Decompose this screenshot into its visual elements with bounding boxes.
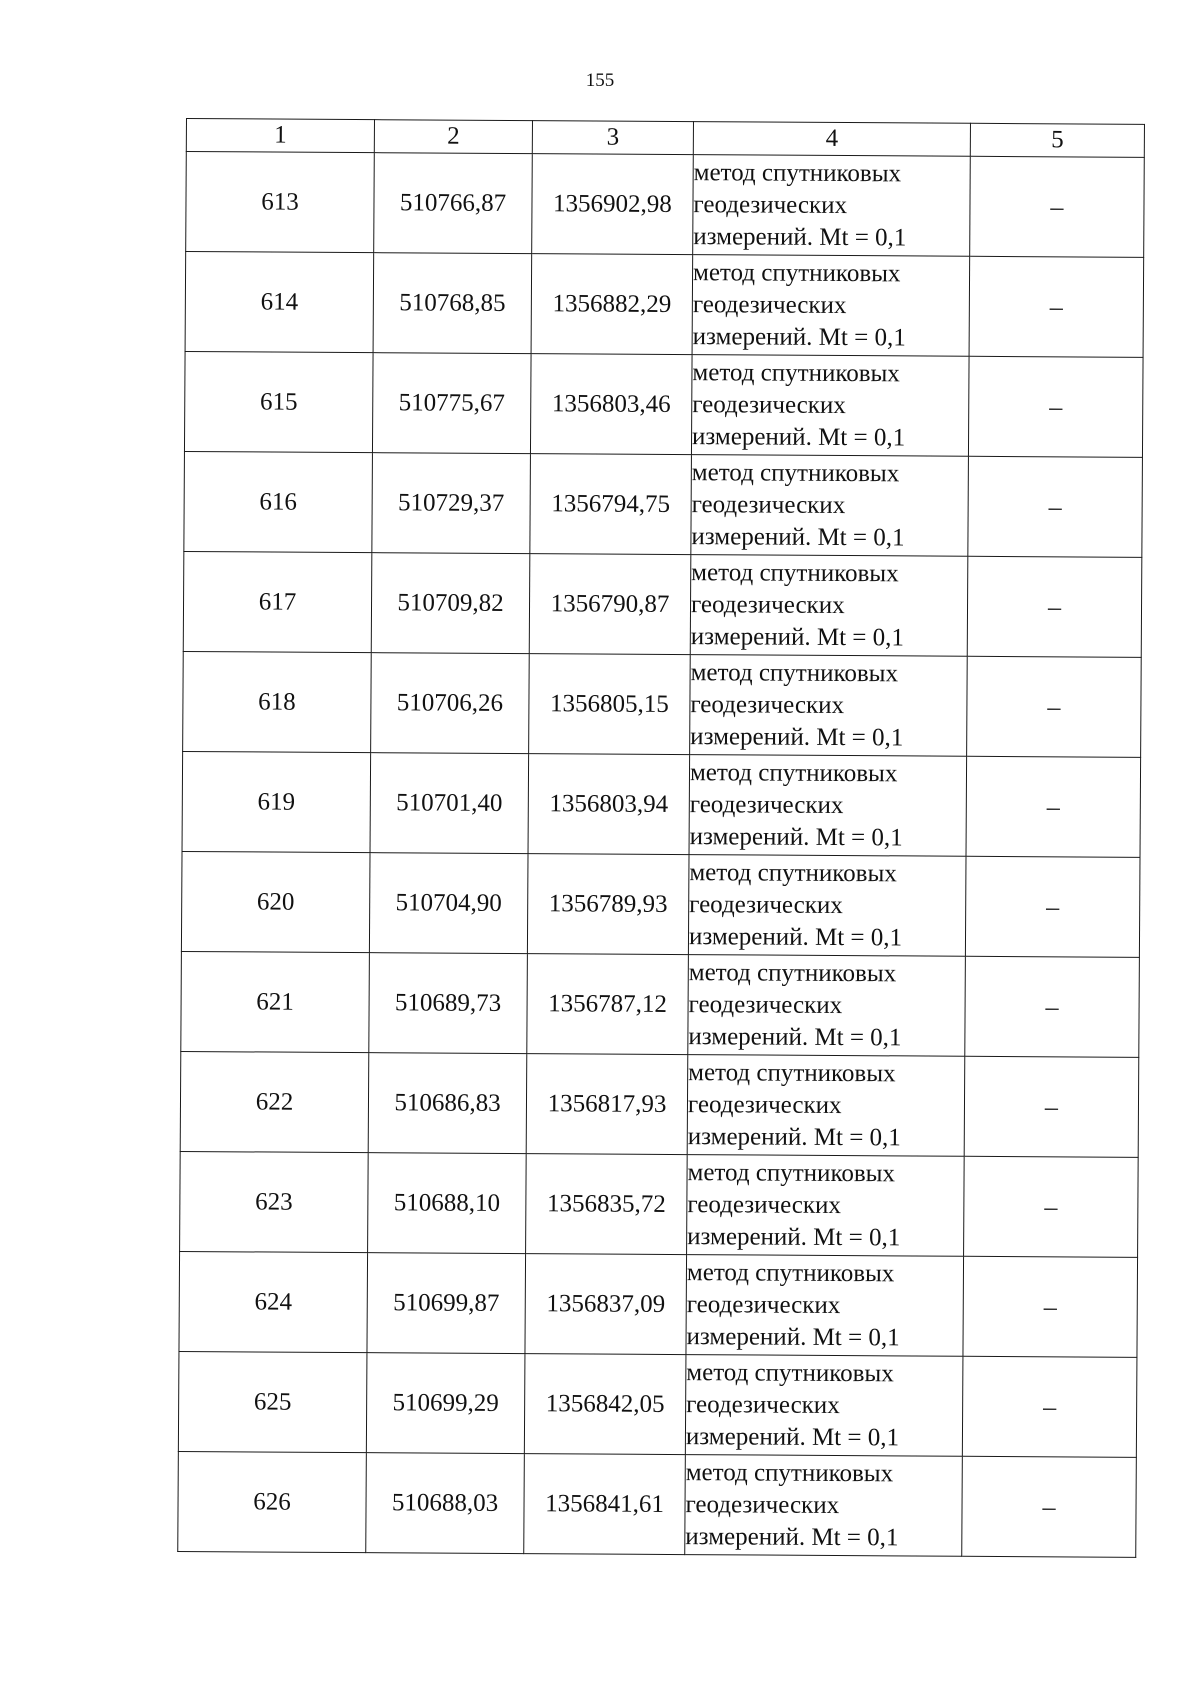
y-coordinate-cell: 1356790,87 <box>529 554 691 655</box>
method-text-line: геодезических <box>688 990 843 1019</box>
y-coordinate-cell: 1356803,94 <box>528 754 690 855</box>
point-number-cell: 613 <box>186 152 375 253</box>
method-text-line: метод спутниковых <box>686 1258 895 1287</box>
method-cell <box>685 1355 963 1457</box>
method-text-line: геодезических <box>687 1190 842 1219</box>
note-cell: – <box>962 1456 1137 1557</box>
x-coordinate-cell: 510699,87 <box>367 1253 526 1354</box>
point-number-cell: 615 <box>184 351 373 452</box>
method-text-line: измерений. Mt = 0,1 <box>687 1222 901 1251</box>
x-coordinate-cell: 510688,10 <box>368 1153 527 1254</box>
method-cell <box>690 555 968 657</box>
method-text-line: метод спутниковых <box>688 958 897 987</box>
method-text-line: измерений. Mt = 0,1 <box>687 1122 901 1151</box>
note-cell: – <box>963 1256 1138 1357</box>
y-coordinate-cell: 1356835,72 <box>526 1154 688 1255</box>
point-number-cell: 621 <box>181 951 370 1052</box>
method-cell <box>691 455 969 557</box>
method-cell <box>687 1055 965 1157</box>
note-cell: – <box>967 556 1142 657</box>
x-coordinate-cell: 510699,29 <box>366 1353 525 1454</box>
point-number-cell: 623 <box>180 1151 369 1252</box>
method-text-line: геодезических <box>689 890 843 919</box>
method-text-line: измерений. Mt = 0,1 <box>691 422 906 451</box>
x-coordinate-cell: 510768,85 <box>373 253 532 354</box>
table-row <box>181 851 1140 957</box>
method-cell <box>688 955 966 1057</box>
method-text-line: измерений. Mt = 0,1 <box>686 1322 900 1351</box>
x-coordinate-cell: 510704,90 <box>369 853 528 954</box>
method-text-line: геодезических <box>686 1290 841 1319</box>
x-coordinate-cell: 510706,26 <box>371 653 530 754</box>
point-number-cell: 624 <box>179 1251 368 1352</box>
method-text-line: метод спутниковых <box>692 358 900 387</box>
method-text-line: геодезических <box>687 1090 842 1119</box>
method-cell <box>685 1455 963 1557</box>
note-cell: – <box>962 1356 1137 1457</box>
method-text-line: метод спутниковых <box>691 458 900 487</box>
note-cell: – <box>968 456 1143 557</box>
table-row <box>180 1151 1139 1257</box>
y-coordinate-cell: 1356842,05 <box>524 1354 686 1455</box>
method-text-line: геодезических <box>693 190 848 219</box>
method-text-line: метод спутниковых <box>693 158 902 187</box>
x-coordinate-cell: 510701,40 <box>370 753 529 854</box>
method-text-line: геодезических <box>685 1490 840 1519</box>
method-text-line: метод спутниковых <box>685 1458 894 1487</box>
point-number-cell: 619 <box>182 751 371 852</box>
coordinates-table <box>177 118 1145 1558</box>
x-coordinate-cell: 510686,83 <box>368 1053 527 1154</box>
y-coordinate-cell: 1356805,15 <box>529 654 691 755</box>
method-cell <box>688 855 966 957</box>
page-number: 155 <box>585 70 615 91</box>
point-number-cell: 618 <box>183 651 372 752</box>
method-text-line: метод спутниковых <box>689 858 897 887</box>
method-text-line: измерений. Mt = 0,1 <box>688 922 903 951</box>
method-text-line: измерений. Mt = 0,1 <box>693 222 907 251</box>
method-text-line: метод спутниковых <box>690 658 899 687</box>
table-row <box>178 1451 1137 1557</box>
column-header-5: 5 <box>970 123 1144 157</box>
table-row <box>180 1051 1139 1157</box>
method-text-line: геодезических <box>692 290 847 319</box>
method-text-line: геодезических <box>692 390 846 419</box>
method-cell <box>690 655 968 757</box>
method-text-line: метод спутниковых <box>691 558 899 587</box>
y-coordinate-cell: 1356794,75 <box>530 454 692 555</box>
y-coordinate-cell: 1356787,12 <box>527 954 689 1055</box>
note-cell: – <box>964 1056 1139 1157</box>
x-coordinate-cell: 510689,73 <box>369 953 528 1054</box>
note-cell: – <box>964 1156 1139 1257</box>
point-number-cell: 617 <box>183 551 372 652</box>
point-number-cell: 622 <box>180 1051 369 1152</box>
method-text-line: измерений. Mt = 0,1 <box>690 722 904 751</box>
table-row <box>186 152 1145 258</box>
method-text-line: геодезических <box>691 490 846 519</box>
x-coordinate-cell: 510775,67 <box>372 353 531 454</box>
method-cell <box>686 1255 964 1357</box>
note-cell: – <box>970 156 1145 257</box>
note-cell: – <box>967 656 1142 757</box>
note-cell: – <box>968 356 1143 457</box>
point-number-cell: 625 <box>178 1351 367 1452</box>
method-cell <box>693 155 971 257</box>
table-row <box>182 751 1141 857</box>
y-coordinate-cell: 1356902,98 <box>532 154 694 255</box>
method-text-line: геодезических <box>689 790 844 819</box>
table-row <box>184 351 1143 457</box>
method-text-line: метод спутниковых <box>689 758 898 787</box>
method-text-line: геодезических <box>686 1390 840 1419</box>
method-text-line: измерений. Mt = 0,1 <box>685 1422 900 1451</box>
x-coordinate-cell: 510709,82 <box>371 553 530 654</box>
y-coordinate-cell: 1356882,29 <box>531 254 693 355</box>
column-header-3: 3 <box>532 121 693 155</box>
method-text-line: метод спутниковых <box>686 1358 894 1387</box>
point-number-cell: 626 <box>178 1451 367 1552</box>
method-text-line: метод спутниковых <box>687 1158 896 1187</box>
method-text-line: геодезических <box>690 690 845 719</box>
point-number-cell: 620 <box>181 851 370 952</box>
note-cell: – <box>969 256 1144 357</box>
method-text-line: метод спутниковых <box>692 258 901 287</box>
method-text-line: измерений. Mt = 0,1 <box>691 522 905 551</box>
x-coordinate-cell: 510766,87 <box>374 153 533 254</box>
column-header-4: 4 <box>693 122 970 157</box>
note-cell: – <box>965 856 1140 957</box>
note-cell: – <box>965 956 1140 1057</box>
table-body <box>178 152 1145 1558</box>
y-coordinate-cell: 1356837,09 <box>525 1254 687 1355</box>
method-text-line: измерений. Mt = 0,1 <box>690 622 905 651</box>
table-row <box>183 551 1142 657</box>
note-cell: – <box>966 756 1141 857</box>
point-number-cell: 614 <box>185 252 374 353</box>
table-row <box>178 1351 1137 1457</box>
y-coordinate-cell: 1356789,93 <box>527 854 689 955</box>
method-cell <box>687 1155 965 1257</box>
method-cell <box>691 355 969 457</box>
y-coordinate-cell: 1356817,93 <box>526 1054 688 1155</box>
method-text-line: геодезических <box>690 590 845 619</box>
method-cell <box>689 755 967 857</box>
method-text-line: измерений. Mt = 0,1 <box>685 1522 899 1551</box>
table-row <box>181 951 1140 1057</box>
table-row <box>183 651 1142 757</box>
method-text-line: измерений. Mt = 0,1 <box>689 822 903 851</box>
column-header-1: 1 <box>186 119 374 153</box>
method-cell <box>692 255 970 357</box>
method-text-line: измерений. Mt = 0,1 <box>688 1022 902 1051</box>
column-header-2: 2 <box>374 120 532 154</box>
y-coordinate-cell: 1356803,46 <box>530 354 692 455</box>
table-row <box>185 252 1144 358</box>
method-text-line: метод спутниковых <box>688 1058 896 1087</box>
x-coordinate-cell: 510688,03 <box>366 1453 525 1554</box>
table-row <box>184 451 1143 557</box>
y-coordinate-cell: 1356841,61 <box>524 1454 686 1555</box>
table-row <box>179 1251 1138 1357</box>
point-number-cell: 616 <box>184 451 373 552</box>
method-text-line: измерений. Mt = 0,1 <box>692 322 906 351</box>
x-coordinate-cell: 510729,37 <box>372 453 531 554</box>
